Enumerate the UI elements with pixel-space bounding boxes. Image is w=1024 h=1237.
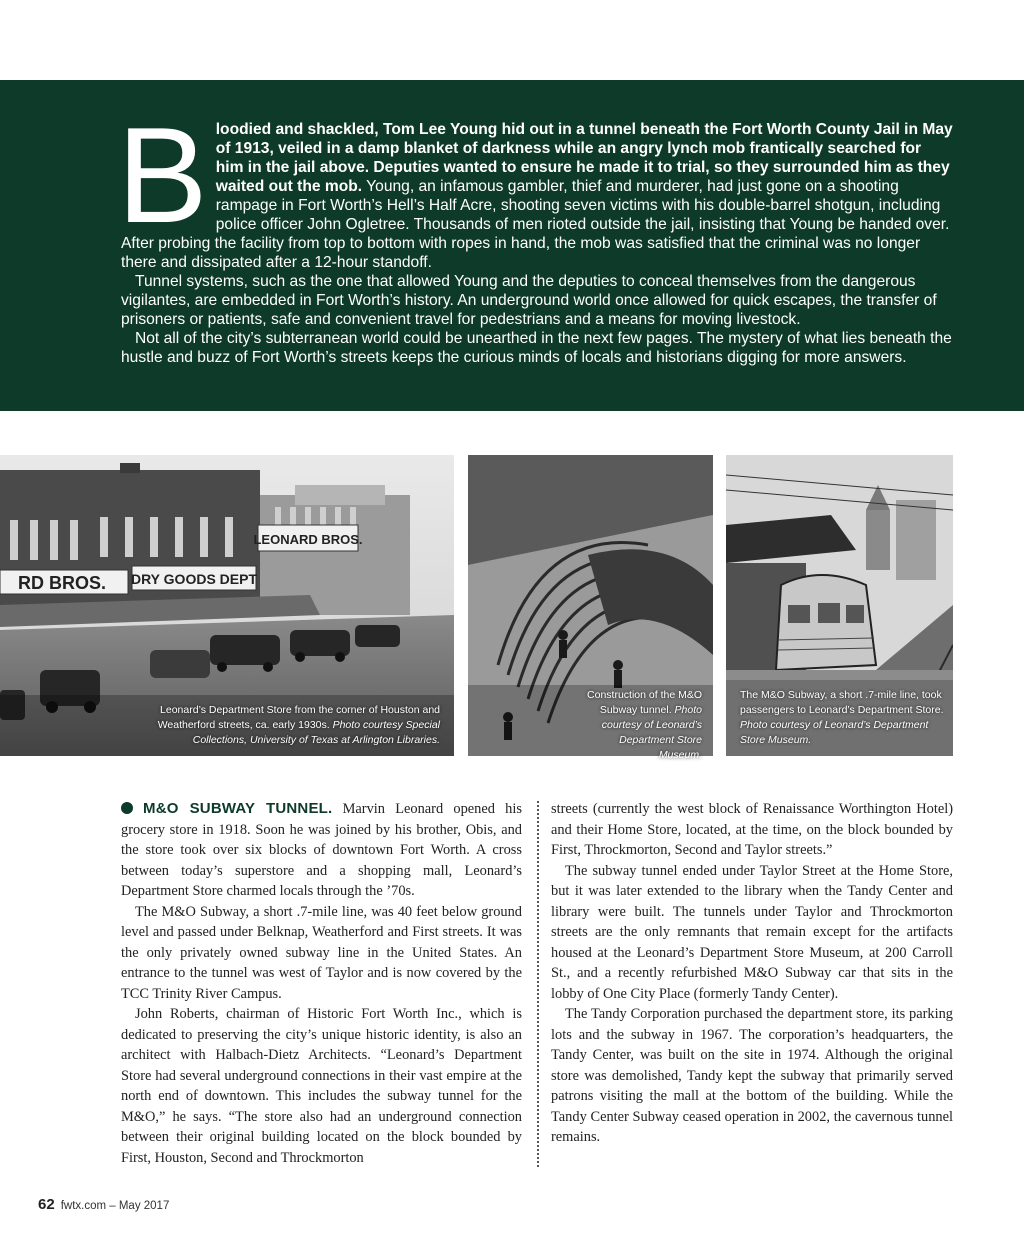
- caption-credit: Photo courtesy of Leonard’s Department Store Museum.: [740, 719, 929, 746]
- article-column-1: [121, 799, 522, 1168]
- article-paragraph: The M&O Subway, a short .7-mile line, was 40 feet below ground level and passed under Belknap, Weatherford and First streets. It was the only privately owned subway line in the United States. An entrance to the tunnel was west of Taylor and is now covered by the TCC Trinity River Campus.: [121, 903, 522, 1002]
- intro-paragraph-1: [121, 120, 953, 272]
- page-footer: [38, 1196, 169, 1213]
- caption-leonards-store: [120, 703, 440, 748]
- intro-paragraph-2: Tunnel systems, such as the one that allowed Young and the deputies to conceal themselves from the dangerous vigilantes, are embedded in Fort Worth’s history. An underground world once allowed for quick escapes, the transfer of prisoners or patients, safe and convenient travel for pedestrians and a means for moving livestock.: [121, 273, 937, 328]
- intro-paragraph-3: Not all of the city’s subterranean world could be unearthed in the next few pages. The mystery of what lies beneath the hustle and buzz of Fort Worth’s streets keeps the curious minds of locals and historians digging for more answers.: [121, 330, 952, 366]
- drop-cap: B: [117, 99, 208, 251]
- bullet-icon: [121, 802, 133, 814]
- intro-lede: loodied and shackled, Tom Lee Young hid out in a tunnel beneath the Fort Worth County Jail in May of 1913, veiled in a damp blanket of darkness while an angry lynch mob frantically searched for him in the jail above. Deputies wanted to ensure he made it to trial, so they surrounded him as they waited out the mob.: [215, 121, 953, 195]
- caption-tunnel-construction: [580, 688, 702, 763]
- sign-leonard-bros: LEONARD BROS.: [253, 532, 363, 547]
- caption-text: The M&O Subway, a short .7-mile line, took passengers to Leonard’s Department Store.: [740, 689, 944, 716]
- article-paragraph: streets (currently the west block of Renaissance Worthington Hotel) and their Home Store, located, at the time, on the block bounded by First, Throckmorton, Second and Taylor streets.”: [551, 801, 953, 858]
- caption-text: Leonard’s Department Store from the corner of Houston and Weatherford streets, ca. early 1930s.: [157, 704, 440, 731]
- page-number: 62: [38, 1196, 55, 1213]
- sign-dry-goods: DRY GOODS DEPT: [130, 571, 258, 587]
- article-paragraph: The Tandy Corporation purchased the department store, its parking lots and the subway in 1967. The corporation’s headquarters, the Tandy Center, was built on the site in 1974. Although the original store was demolished, Tandy kept the subway that primarily served patrons visiting the mall at the bottom of the building. While the Tandy Center Subway ceased operation in 2002, the cavernous tunnel remains.: [551, 1006, 953, 1145]
- sign-rd-bros: RD BROS.: [17, 573, 107, 593]
- section-headline: M&O SUBWAY TUNNEL.: [143, 800, 333, 817]
- article-paragraph: [121, 799, 522, 902]
- caption-text: Construction of the M&O Subway tunnel.: [587, 689, 702, 716]
- article-text: Marvin Leonard opened his grocery store in 1918. Soon he was joined by his brother, Obis, and the store took over six blocks of downtown Fort Worth. A cross between today’s superstore and a shopping mall, Leonard’s Department Store charmed locals through the ’70s.: [121, 801, 522, 899]
- article-paragraph: John Roberts, chairman of Historic Fort Worth Inc., which is dedicated to preserving the city’s unique historic identity, is also an architect with Halbach-Dietz Architects. “Leonard’s Department Store had several underground connections in their vast empire at the north end of downtown. This includes the subway tunnel for the M&O,” he says. “The store also had an underground connection between their original building located on the block bounded by First, Houston, Second and Throckmorton: [121, 1006, 522, 1166]
- article-paragraph: The subway tunnel ended under Taylor Street at the Home Store, but it was later extended to the library when the Tandy Center and library were built. The tunnels under Taylor and Throckmorton streets are the only remnants that remain except for the artifacts housed at the Leonard’s Department Store Museum, at 200 Carroll St., and a recently refurbished M&O Subway car that sits in the lobby of One City Place (formerly Tandy Center).: [551, 862, 953, 1002]
- caption-credit: Photo courtesy Special Collections, University of Texas at Arlington Libraries.: [192, 719, 440, 746]
- column-divider: [537, 801, 539, 1167]
- article-column-2: [551, 799, 953, 1148]
- intro-text: [117, 99, 953, 367]
- intro-paragraph-1-rest: Young, an infamous gambler, thief and murderer, had just gone on a shooting rampage in Fort Worth’s Hell’s Half Acre, shooting seven victims with his double-barrel shotgun, including police officer John Ogletree. Thousands of men rioted outside the jail, insisting that Young be handed over. After probing the facility from top to bottom with ropes in hand, the mob was satisfied that the criminal was no longer there and dissipated after a 12-hour standoff.: [121, 178, 950, 271]
- issue-info: fwtx.com – May 2017: [60, 1200, 170, 1212]
- caption-credit: Photo courtesy of Leonard’s Department Store Museum.: [601, 704, 702, 761]
- caption-subway-car: [740, 688, 950, 748]
